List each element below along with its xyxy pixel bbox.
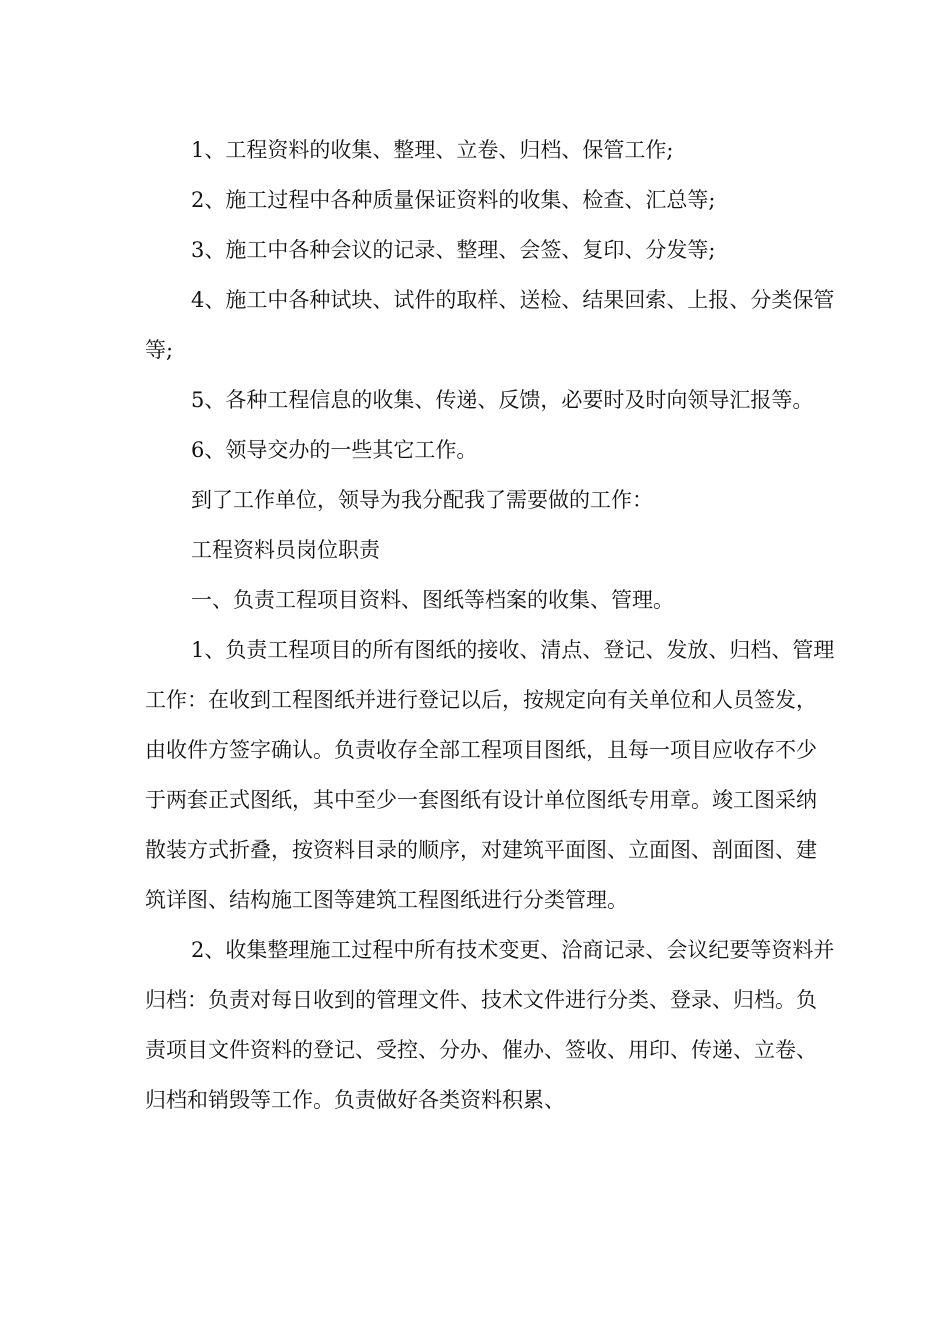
paragraph: 到了工作单位，领导为我分配我了需要做的工作： xyxy=(191,488,653,512)
paragraph: 5、各种工程信息的收集、传递、反馈，必要时及时向领导汇报等。 xyxy=(191,388,814,412)
paragraph: 4、施工中各种试块、试件的取样、送检、结果回索、上报、分类保管等; xyxy=(145,288,835,362)
section-heading: 工程资料员岗位职责 xyxy=(191,538,380,562)
paragraph: 2、收集整理施工过程中所有技术变更、洽商记录、会议纪要等资料并归档：负责对每日收到的管理文件、技术文件进行分类、登录、归档。负责项目文件资料的登记、受控、分办、催办、签收、用印、传递、立卷、归档和销毁等工作。负责做好各类资料积累、 xyxy=(145,938,835,1112)
paragraph: 2、施工过程中各种质量保证资料的收集、检查、汇总等; xyxy=(191,188,716,212)
paragraph: 1、负责工程项目的所有图纸的接收、清点、登记、发放、归档、管理工作：在收到工程图纸并进行登记以后，按规定向有关单位和人员签发，由收件方签字确认。负责收存全部工程项目图纸，且每一项目应收存不少于两套正式图纸，其中至少一套图纸有设计单位图纸专用章。竣工图采纳散装方式折叠，按资料目录的顺序，对建筑平面图、立面图、剖面图、建筑详图、结构施工图等建筑工程图纸进行分类管理。 xyxy=(145,638,835,912)
document-body xyxy=(145,125,835,1125)
paragraph: 1、工程资料的收集、整理、立卷、归档、保管工作; xyxy=(191,138,674,162)
paragraph: 3、施工中各种会议的记录、整理、会签、复印、分发等; xyxy=(191,238,716,262)
subsection-heading: 一、负责工程项目资料、图纸等档案的收集、管理。 xyxy=(191,588,674,612)
paragraph: 6、领导交办的一些其它工作。 xyxy=(191,438,478,462)
